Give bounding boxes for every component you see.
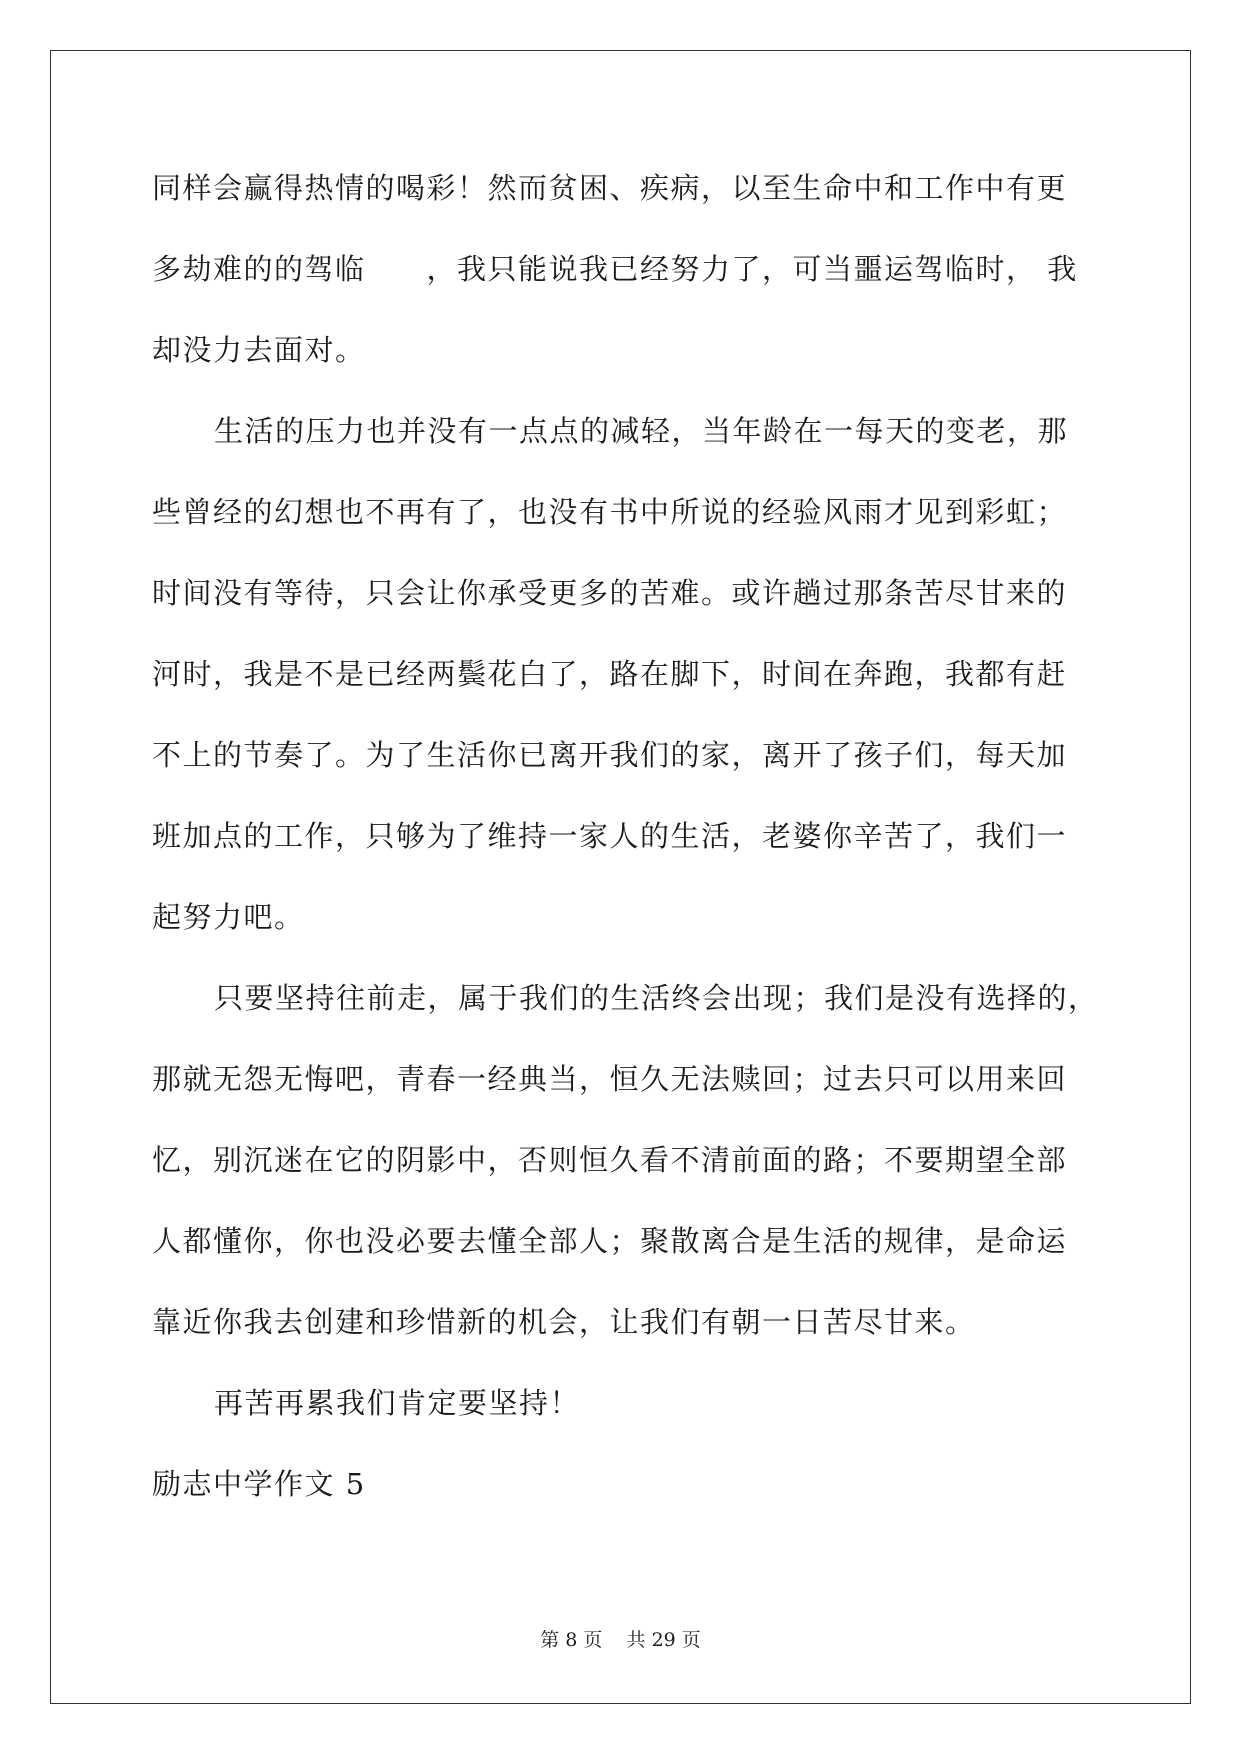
page-footer <box>0 1625 1241 1652</box>
text-line: 人都懂你，你也没必要去懂全部人；聚散离合是生活的规律，是命运 <box>152 1224 1068 1258</box>
text-line: 同样会赢得热情的喝彩！然而贫困、疾病，以至生命中和工作中有更 <box>152 171 1068 205</box>
paragraph-start-line: 只要坚持往前走，属于我们的生活终会出现；我们是没有选择的， <box>214 981 1099 1015</box>
text-line: 不上的节奏了。为了生活你已离开我们的家，离开了孩子们，每天加 <box>152 738 1068 772</box>
document-body <box>152 148 1099 1525</box>
text-line: 些曾经的幻想也不再有了，也没有书中所说的经验风雨才见到彩虹； <box>152 495 1068 529</box>
text-line: 时间没有等待，只会让你承受更多的苦难。或许趟过那条苦尽甘来的 <box>152 576 1068 610</box>
text-line: 那就无怨无悔吧，青春一经典当，恒久无法赎回；过去只可以用来回 <box>152 1062 1068 1096</box>
page-total: 共 29 页 <box>626 1629 701 1651</box>
text-line: 靠近你我去创建和珍惜新的机会，让我们有朝一日苦尽甘来。 <box>152 1305 976 1339</box>
text-line: 起努力吧。 <box>152 900 305 934</box>
paragraph-start-line: 再苦再累我们肯定要坚持！ <box>214 1386 581 1420</box>
text-line: 多劫难的的驾临 ，我只能说我已经努力了，可当噩运驾临时， 我 <box>152 252 1078 286</box>
text-line: 河时，我是不是已经两鬓花白了，路在脚下，时间在奔跑，我都有赶 <box>152 657 1068 691</box>
section-heading: 励志中学作文 5 <box>152 1467 366 1501</box>
text-line: 班加点的工作，只够为了维持一家人的生活，老婆你辛苦了，我们一 <box>152 819 1068 853</box>
paragraph-start-line: 生活的压力也并没有一点点的减轻，当年龄在一每天的变老，那 <box>214 414 1069 448</box>
page-number: 第 8 页 <box>540 1629 603 1651</box>
text-line: 忆，别沉迷在它的阴影中，否则恒久看不清前面的路；不要期望全部 <box>152 1143 1068 1177</box>
text-line: 却没力去面对。 <box>152 333 366 367</box>
